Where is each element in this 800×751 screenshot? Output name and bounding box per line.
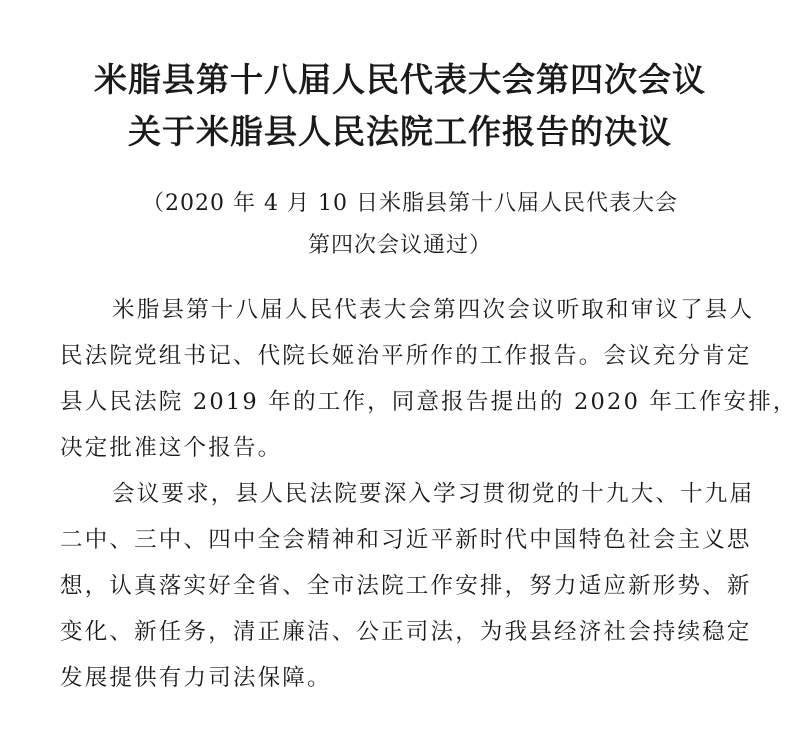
paragraph-1-line: 米脂县第十八届人民代表大会第四次会议听取和审议了县人 [112,297,755,323]
paragraph-1-line: 民法院党组书记、代院长姬治平所作的工作报告。会议充分肯定 [60,343,752,369]
title-line-2: 关于米脂县人民法院工作报告的决议 [128,112,672,151]
adoption-note-line-2: 第四次会议通过） [307,233,492,258]
adoption-note-line-1: （2020 年 4 月 10 日米脂县第十八届人民代表大会 [142,191,678,216]
paragraph-2-line: 变化、新任务，清正廉洁、公正司法，为我县经济社会持续稳定 [60,619,752,645]
paragraph-2-line: 想，认真落实好全省、全市法院工作安排，努力适应新形势、新 [60,573,752,599]
title-line-1: 米脂县第十八届人民代表大会第四次会议 [94,60,706,99]
paragraph-1-line: 决定批准这个报告。 [60,435,283,461]
paragraph-1 [60,287,798,471]
paragraph-2 [60,471,755,701]
paragraph-1-line: 县人民法院 2019 年的工作，同意报告提出的 2020 年工作安排， [60,389,798,415]
paragraph-2-line: 发展提供有力司法保障。 [60,665,332,691]
paragraph-2-line: 二中、三中、四中全会精神和习近平新时代中国特色社会主义思 [60,527,752,553]
paragraph-2-line: 会议要求，县人民法院要深入学习贯彻党的十九大、十九届 [112,481,755,507]
